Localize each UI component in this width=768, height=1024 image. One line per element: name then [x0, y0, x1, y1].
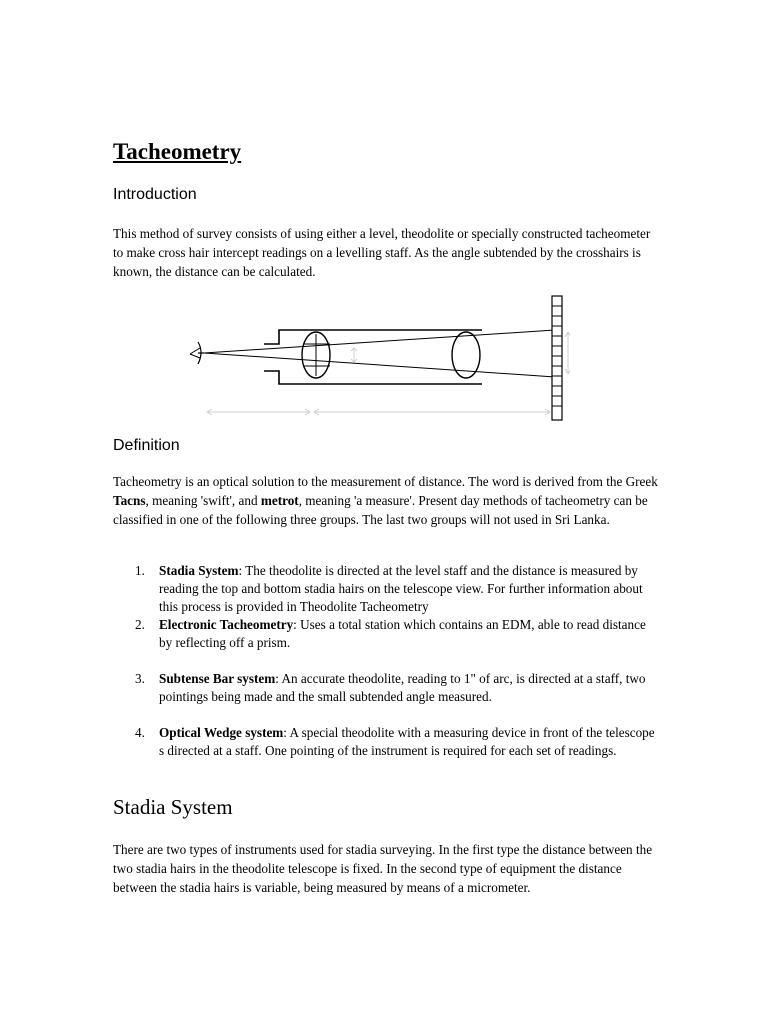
introduction-heading: Introduction — [113, 186, 197, 203]
definition-term-metrot: metrot — [260, 493, 299, 508]
list-item-text — [159, 616, 659, 652]
definition-heading: Definition — [113, 437, 180, 454]
stadia-system-paragraph: There are two types of instruments used for stadia surveying. In the first type the distance between the two stadia hairs in the theodolite telescope is fixed. In the second type of equipment the distance between the stadia hairs is variable, being measured by means of a micrometer. — [113, 842, 653, 895]
tacheometer-diagram — [180, 292, 570, 428]
definition-text-2: , meaning 'swift', and — [145, 493, 261, 508]
list-item-number: 3. — [135, 671, 145, 686]
list-item-term: Subtense Bar system — [159, 671, 276, 686]
list-item-text — [159, 724, 659, 760]
list-item-description: : Uses a total station which contains an EDM, able to read distance by reflecting off a prism. — [159, 617, 646, 650]
list-item-description: : A special theodolite with a measuring device in front of the telescope s directed at a staff. One pointing of the instrument is required for each set of readings. — [159, 725, 655, 758]
definition-paragraph — [113, 472, 658, 529]
definition-text-3: , meaning 'a measure'. Present day methods of tacheometry can be classified in one of the following three groups. The last two groups will not used in Sri Lanka. — [113, 493, 648, 527]
list-item-term: Electronic Tacheometry — [159, 617, 294, 632]
list-item-term: Stadia System — [159, 563, 239, 578]
page-title: Tacheometry — [113, 139, 242, 164]
stadia-system-heading: Stadia System — [113, 795, 233, 819]
list-item-text — [159, 670, 659, 706]
list-item-number: 2. — [135, 617, 145, 632]
definition-text-1: Tacheometry is an optical solution to the measurement of distance. The word is derived from the Greek — [113, 474, 658, 489]
list-item-term: Optical Wedge system — [159, 725, 284, 740]
list-item-number: 1. — [135, 563, 145, 578]
definition-term-tacns: Tacns — [113, 493, 146, 508]
introduction-paragraph: This method of survey consists of using either a level, theodolite or specially constructed tacheometer to make cross hair intercept readings on a levelling staff. As the angle subtended by the crosshairs is known, the distance can be calculated. — [113, 226, 651, 279]
list-item-text — [159, 562, 659, 616]
list-item-description: : The theodolite is directed at the level staff and the distance is measured by reading the top and bottom stadia hairs on the telescope view. For further information about this process is provided in Theodolite Tacheometry — [159, 563, 643, 614]
list-item-number: 4. — [135, 725, 145, 740]
list-item-description: : An accurate theodolite, reading to 1" of arc, is directed at a staff, two pointings being made and the small subtended angle measured. — [159, 671, 646, 704]
